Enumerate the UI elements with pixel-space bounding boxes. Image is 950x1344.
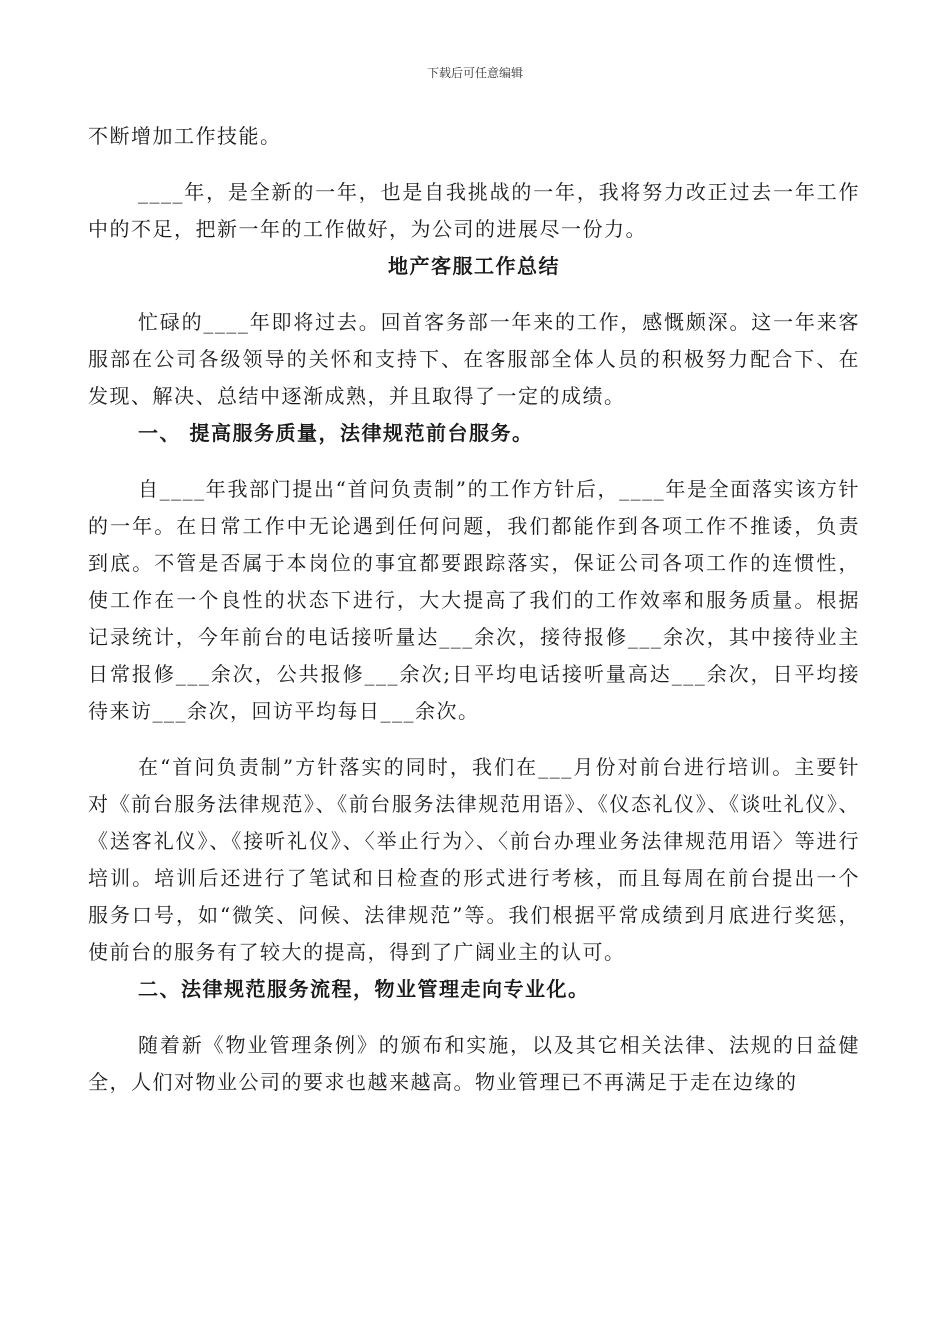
heading-service-quality: 一、 提高服务质量，法律规范前台服务。 <box>138 421 534 445</box>
section-title: 地产客服工作总结 <box>388 254 560 278</box>
paragraph-training: 在“首问负责制”方针落实的同时，我们在___月份对前台进行培训。主要针对《前台服务法律规范》、《前台服务法律规范用语》、《仪态礼仪》、《谈吐礼仪》、《送客礼仪》、《接听礼仪》、〈举止行为〉、〈前台办理业务法律规范用语〉等进行培训。培训后还进行了笔试和日检查的形式进行考核，而且每周在前台提出一个服务口号，如“微笑、问候、法律规范”等。我们根据平常成绩到月底进行奖惩，使前台的服务有了较大的提高，得到了广阔业主的认可。 <box>88 755 860 964</box>
paragraph-first-question-policy: 自____年我部门提出“首问负责制”的工作方针后，____年是全面落实该方针的一年。在日常工作中无论遇到任何问题，我们都能作到各项工作不推诿，负责到底。不管是否属于本岗位的事宜都要跟踪落实，保证公司各项工作的连惯性，使工作在一个良性的状态下进行，大大提高了我们的工作效率和服务质量。根据记录统计，今年前台的电话接听量达___余次，接待报修___余次，其中接待业主日常报修___余次，公共报修___余次;日平均电话接听量高达___余次，日平均接待来访___余次，回访平均每日___余次。 <box>88 477 860 723</box>
paragraph-intro: 忙碌的____年即将过去。回首客务部一年来的工作，感慨颇深。这一年来客服部在公司各级领导的关怀和支持下、在客服部全体人员的积极努力配合下、在发现、解决、总结中逐渐成熟，并且取得了一定的成绩。 <box>88 310 860 408</box>
paragraph-property-regulation: 随着新《物业管理条例》的颁布和实施，以及其它相关法律、法规的日益健全，人们对物业公司的要求也越来越高。物业管理已不再满足于走在边缘的 <box>88 1033 860 1094</box>
document-body <box>88 118 860 1101</box>
paragraph-new-year: ____年，是全新的一年，也是自我挑战的一年，我将努力改正过去一年工作中的不足，把新一年的工作做好，为公司的进展尽一份力。 <box>88 180 860 241</box>
paragraph-continuation: 不断增加工作技能。 <box>88 124 282 148</box>
page-header-note: 下载后可任意编辑 <box>426 66 523 80</box>
heading-service-process: 二、法律规范服务流程，物业管理走向专业化。 <box>138 977 590 1001</box>
